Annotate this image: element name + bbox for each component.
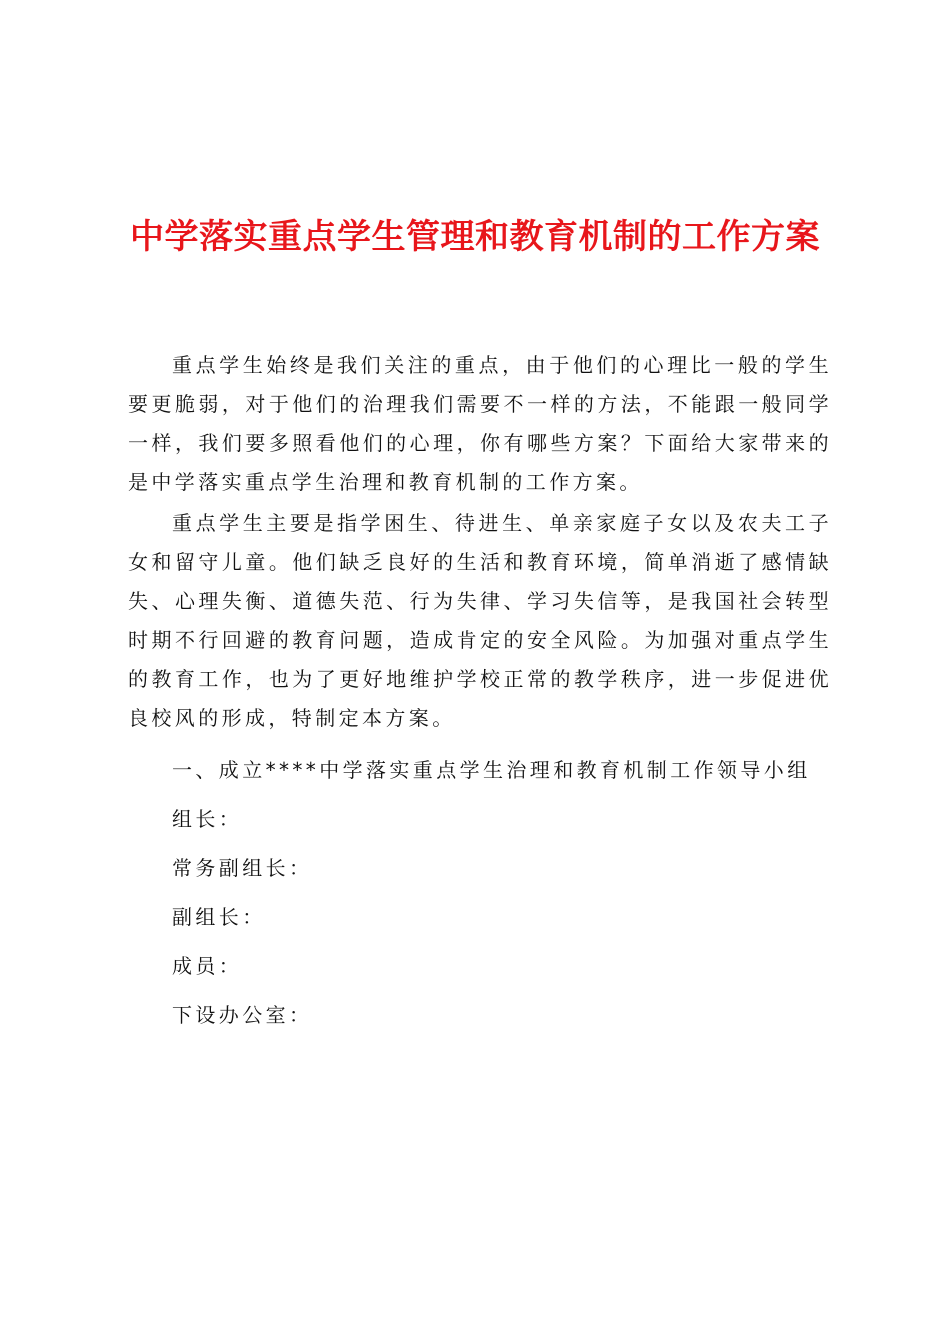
role-office: 下设办公室： xyxy=(172,1003,313,1027)
background-paragraph: 重点学生主要是指学困生、待进生、单亲家庭子女以及农夫工子女和留守儿童。他们缺乏良好的生活和教育环境，简单消逝了感情缺失、心理失衡、道德失范、行为失律、学习失信等，是我国社会转型时期不行回避的教育问题，造成肯定的安全风险。为加强对重点学生的教育工作，也为了更好地维护学校正常的教学秩序，进一步促进优良校风的形成，特制定本方案。 xyxy=(128,511,832,730)
intro-paragraph: 重点学生始终是我们关注的重点，由于他们的心理比一般的学生要更脆弱，对于他们的治理我们需要不一样的方法，不能跟一般同学一样，我们要多照看他们的心理，你有哪些方案？下面给大家带来的是中学落实重点学生治理和教育机制的工作方案。 xyxy=(128,353,832,494)
document-title: 中学落实重点学生管理和教育机制的工作方案 xyxy=(130,217,820,257)
document-body xyxy=(128,346,832,1040)
role-members: 成员： xyxy=(172,954,243,978)
role-executive-deputy: 常务副组长： xyxy=(172,856,313,880)
section-heading: 一、成立****中学落实重点学生治理和教育机制工作领导小组 xyxy=(172,758,811,782)
role-leader: 组长： xyxy=(172,807,243,831)
role-deputy: 副组长： xyxy=(172,905,266,929)
